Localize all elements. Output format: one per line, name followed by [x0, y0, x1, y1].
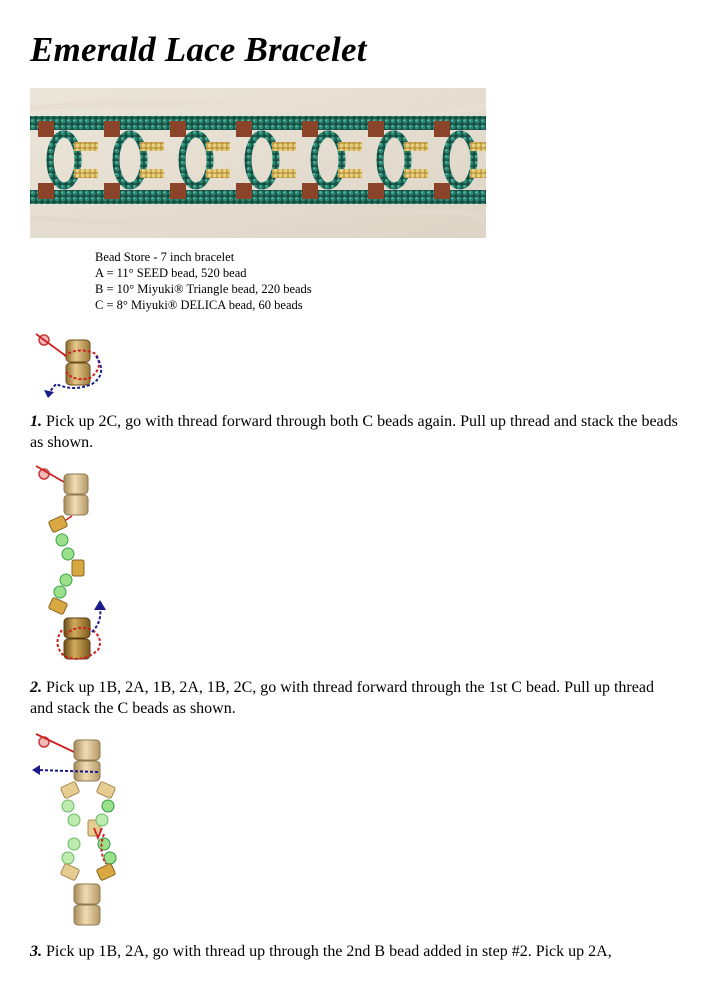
materials-list	[95, 249, 312, 313]
page-title: Emerald Lace Bracelet	[30, 30, 367, 69]
step-number: 2.	[30, 679, 42, 696]
materials-line: C = 8° Miyuki® DELICA bead, 60 beads	[95, 298, 303, 312]
step-number: 3.	[30, 943, 42, 960]
step-text: Pick up 2C, go with thread forward through both C beads again. Pull up thread and stack the beads as shown.	[30, 413, 678, 451]
step-2-instruction	[30, 677, 680, 719]
step-1-diagram	[30, 326, 110, 402]
materials-line: B = 10° Miyuki® Triangle bead, 220 beads	[95, 282, 312, 296]
step-1-instruction	[30, 411, 680, 453]
step-number: 1.	[30, 413, 42, 430]
step-3-instruction	[30, 941, 680, 962]
materials-line: A = 11° SEED bead, 520 bead	[95, 266, 247, 280]
step-2-diagram	[30, 462, 112, 668]
materials-line: Bead Store - 7 inch bracelet	[95, 250, 235, 264]
step-text: Pick up 1B, 2A, go with thread up through the 2nd B bead added in step #2. Pick up 2A,	[42, 943, 612, 960]
bracelet-photo	[30, 88, 486, 238]
step-3-diagram	[28, 728, 124, 932]
step-text: Pick up 1B, 2A, 1B, 2A, 1B, 2C, go with thread forward through the 1st C bead. Pull up thread and stack the C beads as shown.	[30, 679, 654, 717]
